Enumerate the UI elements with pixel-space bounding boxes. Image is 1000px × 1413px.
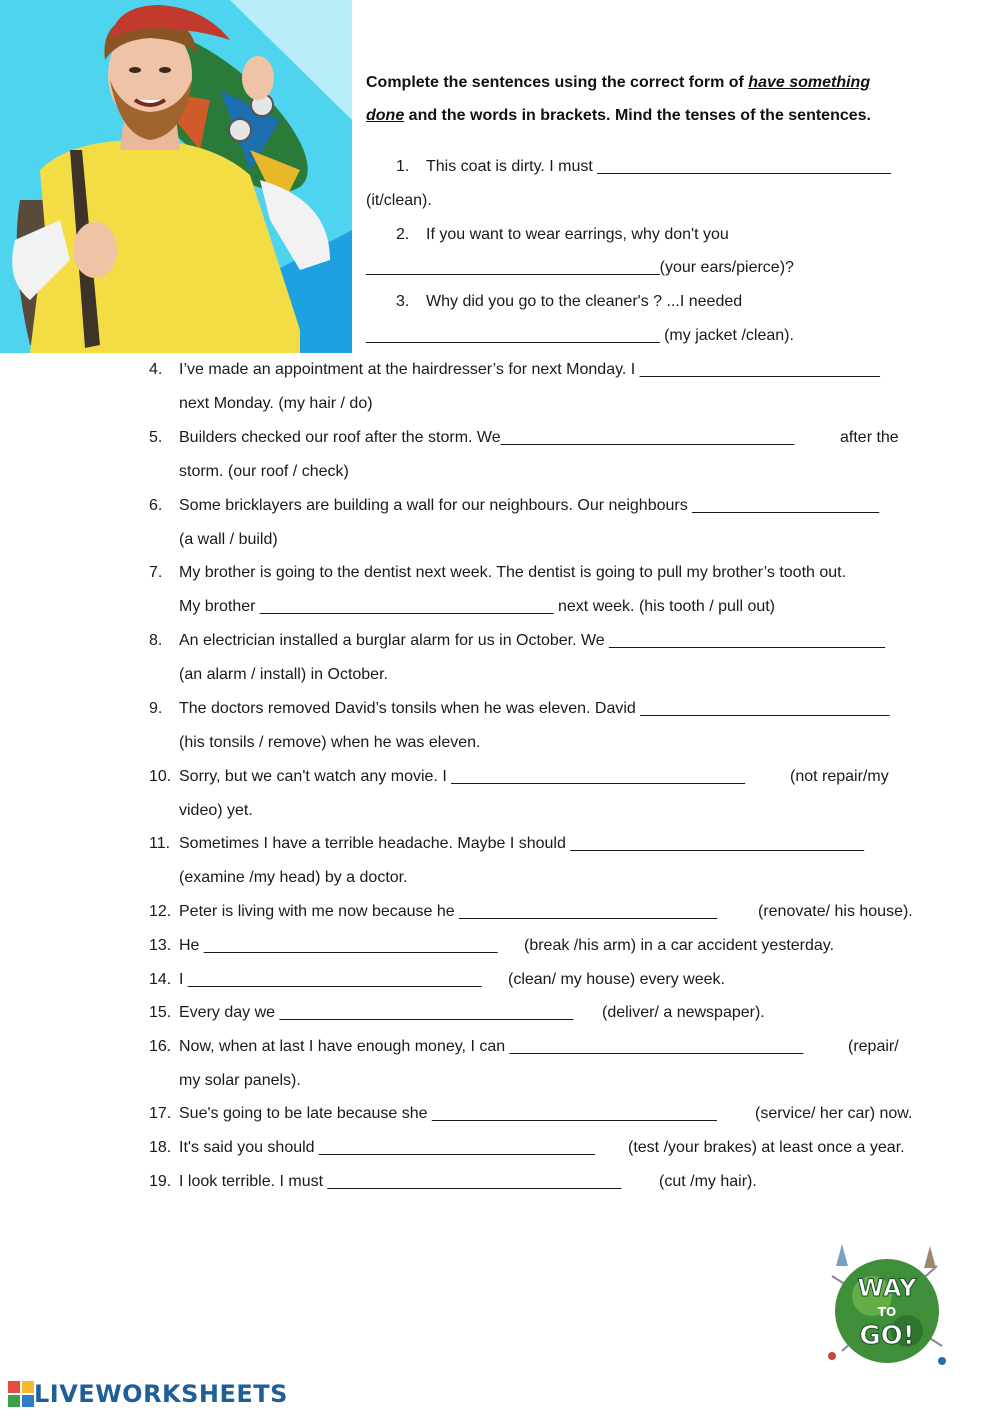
question-6-line: Some bricklayers are building a wall for our neighbours. Our neighbours _____________________ [179,497,880,514]
question-17-line: Sue's going to be late because she ________________________________ [179,1105,717,1122]
question-18-line-end: (test /your brakes) at least once a year. [628,1139,905,1156]
question-3-line2: _________________________________ (my jacket /clean). [366,327,794,344]
skater-illustration [0,0,352,353]
instructions-emphasis-b: done [366,107,405,124]
question-13: 13. [149,937,172,954]
question-12-line-end: (renovate/ his house). [758,903,913,920]
logo-word-go: GO! [859,1321,915,1351]
instructions [366,66,896,132]
question-16-line: Now, when at last I have enough money, I can _________________________________ [179,1038,804,1055]
question-7: 7. [149,564,163,581]
question-17: 17. [149,1105,172,1122]
question-4-line: I’ve made an appointment at the hairdresser’s for next Monday. I ___________________________ [179,361,880,378]
question-5: 5. [149,429,163,446]
question-19-line-end: (cut /my hair). [659,1173,757,1190]
question-6: 6. [149,497,163,514]
question-10-line-end: (not repair/my [790,768,889,785]
question-10: 10. [149,768,172,785]
question-5-line2: storm. (our roof / check) [179,463,349,480]
question-9-line: The doctors removed David’s tonsils when he was eleven. David ____________________________ [179,700,890,717]
question-2: 2. [396,226,410,243]
question-16: 16. [149,1038,172,1055]
question-5-line-end: after the [840,429,899,446]
question-16-line2: my solar panels). [179,1072,301,1089]
question-15-line-end: (deliver/ a newspaper). [602,1004,765,1021]
question-11: 11. [149,835,171,852]
question-11-line2: (examine /my head) by a doctor. [179,869,408,886]
brand-name: LIVEWORKSHEETS [34,1380,288,1408]
instructions-emphasis-a: have something [748,74,871,91]
question-8-line: An electrician installed a burglar alarm for us in October. We _______________________________ [179,632,885,649]
instructions-text: Complete the sentences using the correct form of [366,74,749,91]
question-3: 3. [396,293,410,310]
question-18-line: It's said you should _______________________________ [179,1139,595,1156]
question-11-line: Sometimes I have a terrible headache. Maybe I should _________________________________ [179,835,864,852]
question-5-line: Builders checked our roof after the storm. We_________________________________ [179,429,795,446]
question-1-line2: (it/clean). [366,192,432,209]
liveworksheets-icon [8,1381,34,1407]
question-6-line2: (a wall / build) [179,531,278,548]
question-12: 12. [149,903,172,920]
question-4: 4. [149,361,163,378]
question-4-line2: next Monday. (my hair / do) [179,395,373,412]
question-15: 15. [149,1004,172,1021]
question-19-line: I look terrible. I must _________________________________ [179,1173,622,1190]
question-13-line-end: (break /his arm) in a car accident yesterday. [524,937,835,954]
question-8-line2: (an alarm / install) in October. [179,666,388,683]
question-2-line: If you want to wear earrings, why don't you [426,226,729,243]
question-9-line2: (his tonsils / remove) when he was eleven. [179,734,481,751]
question-14-line: I _________________________________ [179,971,482,988]
question-10-line: Sorry, but we can't watch any movie. I _________________________________ [179,768,745,785]
question-17-line-end: (service/ her car) now. [755,1105,913,1122]
question-16-line-end: (repair/ [848,1038,899,1055]
question-1-line: This coat is dirty. I must _________________________________ [426,158,891,175]
question-13-line: He _________________________________ [179,937,498,954]
question-12-line: Peter is living with me now because he _____________________________ [179,903,718,920]
liveworksheets-brand[interactable] [8,1378,288,1410]
instructions-text-2: and the words in brackets. Mind the tenses of the sentences. [404,107,871,124]
question-14: 14. [149,971,172,988]
question-19: 19. [149,1173,172,1190]
question-2-line2: _________________________________(your ears/pierce)? [366,259,794,276]
question-3-line: Why did you go to the cleaner's ? ...I needed [426,293,743,310]
question-15-line: Every day we _________________________________ [179,1004,574,1021]
question-7-line: My brother is going to the dentist next week. The dentist is going to pull my brother’s tooth out. [179,564,847,581]
question-1: 1. [396,158,410,175]
question-8: 8. [149,632,163,649]
question-14-line-end: (clean/ my house) every week. [508,971,725,988]
way-to-go-logo [812,1236,962,1376]
logo-word-to: TO [877,1305,897,1319]
question-10-line2: video) yet. [179,802,253,819]
question-18: 18. [149,1139,172,1156]
logo-word-way: WAY [857,1274,917,1302]
question-9: 9. [149,700,163,717]
question-7-line2: My brother _________________________________ next week. (his tooth / pull out) [179,598,776,615]
